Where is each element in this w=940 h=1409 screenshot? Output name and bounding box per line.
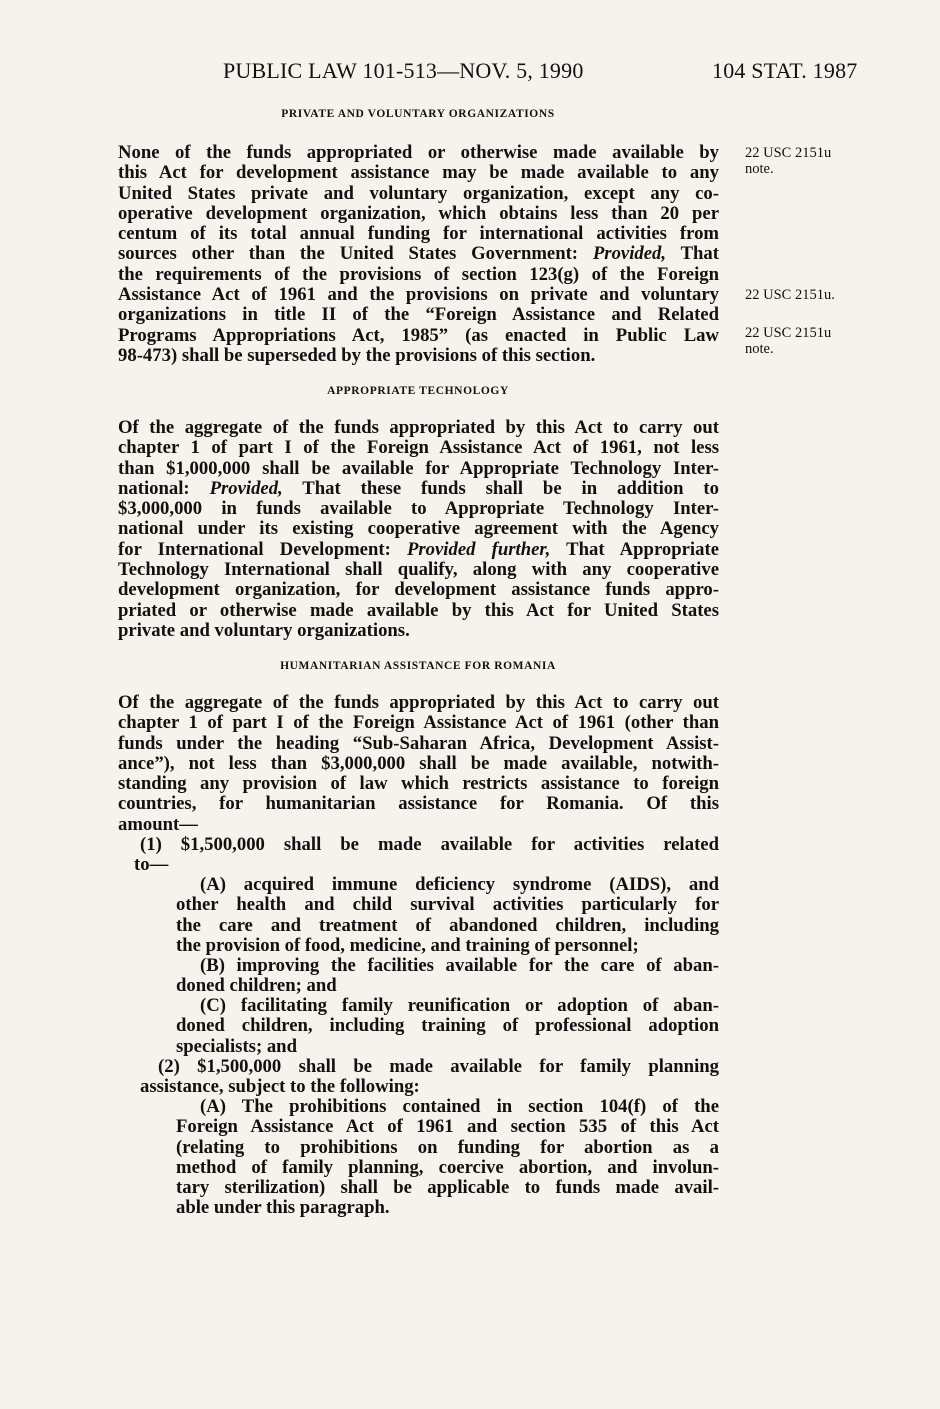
provided-further-term: Provided further, xyxy=(406,538,551,560)
text-line: operative development organization, which obtains less than 20 per xyxy=(118,202,719,224)
text-line: countries, for humanitarian assistance for Romania. Of this xyxy=(118,793,719,815)
margin-note-1 xyxy=(745,145,831,177)
section-heading-tech: APPROPRIATE TECHNOLOGY xyxy=(327,385,509,397)
text-run: for International Development: xyxy=(118,538,407,560)
paragraph-romania xyxy=(118,693,719,835)
text-line: None of the funds appropriated or otherwise made available by xyxy=(118,142,719,163)
text-line: United States private and voluntary organization, except any co- xyxy=(118,182,719,204)
text-line: other health and child survival activities particularly for xyxy=(176,894,719,916)
text-line: Assistance Act of 1961 and the provisions on private and voluntary xyxy=(118,284,719,306)
text-line: (C) facilitating family reunification or adoption of aban- xyxy=(200,995,719,1016)
text-line: chapter 1 of part I of the Foreign Assistance Act of 1961, not less xyxy=(118,437,719,459)
text-line: the care and treatment of abandoned children, including xyxy=(176,914,719,936)
text-line: priated or otherwise made available by this Act for United States xyxy=(118,599,719,621)
text-run: sources other than the United States Government: xyxy=(118,243,593,265)
margin-note-citation: 22 USC 2151u xyxy=(745,145,832,161)
item-1 xyxy=(134,834,719,876)
text-line: $3,000,000 in funds available to Appropriate Technology Inter- xyxy=(118,498,719,520)
text-line: private and voluntary organizations. xyxy=(118,619,410,641)
text-line: than $1,000,000 shall be available for Appropriate Technology Inter- xyxy=(118,457,719,479)
section-heading-pvo: PRIVATE AND VOLUNTARY ORGANIZATIONS xyxy=(281,108,555,120)
paragraph-pvo xyxy=(118,143,719,366)
margin-note-citation: 22 USC 2151u xyxy=(745,325,832,341)
text-line: able under this paragraph. xyxy=(176,1197,390,1219)
item-2 xyxy=(140,1057,719,1098)
running-header-title: PUBLIC LAW 101-513—NOV. 5, 1990 xyxy=(223,58,584,83)
margin-note-3 xyxy=(745,325,831,357)
text-line-provided xyxy=(118,244,719,264)
text-line: Programs Appropriations Act, 1985” (as enacted in Public Law xyxy=(118,324,719,346)
text-line-provided xyxy=(118,479,719,499)
text-line: tary sterilization) shall be applicable to funds made avail- xyxy=(176,1177,719,1199)
margin-note-suffix: note. xyxy=(745,341,774,357)
provided-term: Provided, xyxy=(592,243,667,265)
text-line: (A) acquired immune deficiency syndrome (AIDS), and xyxy=(200,874,719,895)
page-number: 104 STAT. 1987 xyxy=(712,58,858,83)
provided-term: Provided, xyxy=(209,477,283,499)
margin-note-suffix: note. xyxy=(745,161,774,177)
text-line: development organization, for development assistance funds appro- xyxy=(118,579,719,601)
text-line: funds under the heading “Sub-Saharan Africa, Development Assist- xyxy=(118,732,719,754)
text-line: national under its existing cooperative agreement with the Agency xyxy=(118,518,719,540)
text-line: the provision of food, medicine, and training of personnel; xyxy=(176,934,639,956)
text-line: 98-473) shall be superseded by the provisions of this section. xyxy=(118,344,596,366)
margin-note-citation: 22 USC 2151u. xyxy=(745,287,835,303)
text-run: national: xyxy=(118,477,210,499)
text-line: (B) improving the facilities available for the care of aban- xyxy=(200,955,719,976)
text-run: That xyxy=(666,243,719,265)
text-line-provided xyxy=(118,540,719,560)
section-heading-romania: HUMANITARIAN ASSISTANCE FOR ROMANIA xyxy=(280,660,556,672)
text-line: method of family planning, coercive abortion, and involun- xyxy=(176,1156,719,1178)
text-line: specialists; and xyxy=(176,1035,297,1057)
margin-note-2 xyxy=(745,287,835,303)
text-run: That these funds shall be in addition to xyxy=(282,477,719,499)
text-line: assistance, subject to the following: xyxy=(140,1076,420,1098)
text-line: Of the aggregate of the funds appropriated by this Act to carry out xyxy=(118,692,719,713)
item-1-B xyxy=(176,956,719,997)
text-line: this Act for development assistance may be made available to any xyxy=(118,162,719,184)
item-1-A xyxy=(176,875,719,956)
paragraph-tech xyxy=(118,418,719,641)
text-line: (1) $1,500,000 shall be made available for activities related xyxy=(140,834,719,855)
text-line: organizations in title II of the “Foreign Assistance and Related xyxy=(118,304,719,326)
text-line: (2) $1,500,000 shall be made available for family planning xyxy=(158,1056,719,1077)
item-2-A xyxy=(176,1097,719,1219)
text-line: centum of its total annual funding for international activities from xyxy=(118,223,719,245)
text-line: to— xyxy=(134,854,169,876)
item-1-C xyxy=(176,996,719,1057)
text-line: doned children; and xyxy=(176,975,337,997)
text-line: (relating to prohibitions on funding for abortion as a xyxy=(176,1136,719,1158)
text-line: Technology International shall qualify, along with any cooperative xyxy=(118,559,719,581)
text-line: the requirements of the provisions of section 123(g) of the Foreign xyxy=(118,263,719,285)
text-line: amount— xyxy=(118,813,198,835)
text-line: (A) The prohibitions contained in section 104(f) of the xyxy=(200,1096,719,1117)
text-line: Of the aggregate of the funds appropriated by this Act to carry out xyxy=(118,417,719,438)
text-line: ance”), not less than $3,000,000 shall be made available, notwith- xyxy=(118,752,719,774)
text-line: chapter 1 of part I of the Foreign Assistance Act of 1961 (other than xyxy=(118,712,719,734)
text-line: Foreign Assistance Act of 1961 and section 535 of this Act xyxy=(176,1116,719,1138)
text-line: standing any provision of law which restricts assistance to foreign xyxy=(118,773,719,795)
text-run: That Appropriate xyxy=(550,538,719,560)
text-line: doned children, including training of professional adoption xyxy=(176,1015,719,1037)
